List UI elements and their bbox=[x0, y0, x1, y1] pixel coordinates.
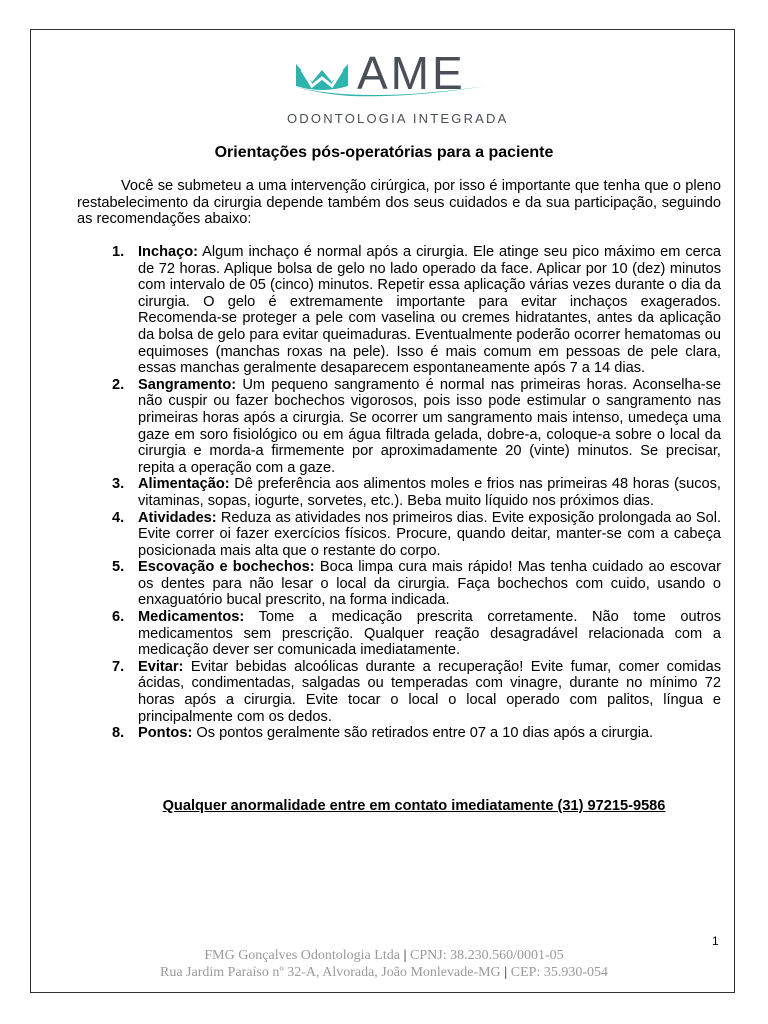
item-text: Os pontos geralmente são retirados entre 07 a 10 dias após a cirurgia. bbox=[192, 725, 654, 742]
brand-subtitle: ODONTOLOGIA INTEGRADA bbox=[287, 111, 509, 126]
item-text: Algum inchaço é normal após a cirurgia. Ele atinge seu pico máximo em cerca de 72 horas. Aplique bolsa de gelo no lado operado da face. Aplicar por 10 (dez) minutos com intervalo de 05 (cinco) minutos. Repetir essa aplicação várias vezes durante o dia da cirurgia. O gelo é extremamente importante para evitar inchaços exagerados. Recomenda-se proteger a pele com vaselina ou cremes hidratantes, antes da aplicação da bolsa de gelo para evitar queimaduras. Eventualmente poderão ocorrer hematomas ou equimoses (manchas roxas na pele). Isso é mais comum em pessoas de pele clara, essas manchas geralmente desaparecem espontaneamente após 7 a 14 dias. bbox=[138, 244, 721, 377]
item-text: Evitar bebidas alcoólicas durante a recuperação! Evite fumar, comer comidas ácidas, condimentadas, salgadas ou temperadas com vinagre, durante no mínimo 72 horas após a cirurgia. Evite tocar o local o local operado com palitos, língua e principalmente com os dedos. bbox=[138, 658, 721, 725]
item-label: Pontos: bbox=[138, 725, 193, 742]
company-address: Rua Jardim Paraíso nº 32-A, Alvorada, João Monlevade-MG bbox=[160, 965, 501, 980]
item-label: Sangramento: bbox=[138, 376, 237, 393]
page-number: 1 bbox=[712, 934, 719, 948]
list-item bbox=[77, 559, 721, 609]
company-cnpj: CPNJ: 38.230.560/0001-05 bbox=[410, 948, 564, 963]
footer-separator: | bbox=[403, 948, 407, 963]
item-text: Reduza as atividades nos primeiros dias. Evite exposição prolongada ao Sol. Evite correr oi fazer exercícios físicos. Procure, quando deitar, manter-se com a cabeça posicionada mais alta que o restante do corpo. bbox=[138, 509, 721, 559]
item-number: 1. bbox=[112, 244, 125, 260]
item-number: 6. bbox=[112, 609, 125, 626]
item-number: 7. bbox=[112, 658, 125, 675]
item-number: 2. bbox=[112, 376, 125, 393]
instructions-list bbox=[77, 244, 721, 742]
item-text: Tome a medicação prescrita corretamente. Não tome outros medicamentos sem prescrição. Qualquer reação desagradável relacionada com a medicação dever ser comunicada imediatamente. bbox=[138, 609, 721, 659]
item-number: 8. bbox=[112, 725, 125, 742]
list-item bbox=[77, 377, 721, 477]
footer-line-address bbox=[0, 964, 768, 981]
item-label: Atividades: bbox=[138, 509, 217, 526]
footer-separator: | bbox=[504, 965, 508, 980]
item-label: Escovação e bochechos: bbox=[138, 559, 315, 576]
list-item bbox=[77, 725, 721, 742]
intro-paragraph bbox=[77, 178, 721, 228]
footer-line-company bbox=[0, 947, 768, 964]
company-name: FMG Gonçalves Odontologia Ltda bbox=[204, 948, 400, 963]
item-label: Medicamentos: bbox=[138, 609, 245, 626]
item-number: 5. bbox=[112, 559, 125, 576]
footer bbox=[0, 947, 768, 981]
list-item bbox=[77, 609, 721, 659]
item-number: 4. bbox=[112, 509, 125, 526]
list-item bbox=[77, 476, 721, 509]
item-text: Boca limpa cura mais rápido! Mas tenha cuidado ao escovar os dentes para não lesar o local da cirurgia. Faça bochechos com cuido, usando o enxaguatório bucal prescrito, na forma indicada. bbox=[138, 559, 721, 609]
item-label: Inchaço: bbox=[138, 244, 199, 260]
list-item bbox=[77, 510, 721, 560]
item-text: Dê preferência aos alimentos moles e frios nas primeiras 48 horas (sucos, vitaminas, sopas, iogurte, sorvetes, etc.). Beba muito líquido nos próximos dias. bbox=[138, 476, 721, 509]
item-label: Alimentação: bbox=[138, 476, 230, 493]
intro-text: Você se submeteu a uma intervenção cirúrgica, por isso é importante que tenha que o pleno restabelecimento da cirurgia depende também dos seus cuidados e da sua participação, seguindo as recomendações abaixo: bbox=[77, 178, 721, 228]
brand-name: AME bbox=[357, 47, 466, 99]
list-item bbox=[77, 244, 721, 377]
item-label: Evitar: bbox=[138, 658, 184, 675]
item-number: 3. bbox=[112, 476, 125, 493]
list-item bbox=[77, 659, 721, 725]
page-title: Orientações pós-operatórias para a paciente bbox=[214, 144, 554, 161]
item-text: Um pequeno sangramento é normal nas primeiras horas. Aconselha-se não cuspir ou fazer bochechos vigorosos, pois isso pode estimular o sangramento nas primeiras horas após a cirurgia. Se ocorrer um sangramento mais intenso, umedeça uma gaze em soro fisiológico ou em água filtrada gelada, dobre-a, coloque-a sobre o local da cirurgia e morda-a firmemente por aproximadamente 20 (vinte) minutos. Se precisar, repita a operação com a gaze. bbox=[138, 376, 721, 476]
company-cep: CEP: 35.930-054 bbox=[510, 965, 608, 980]
contact-notice: Qualquer anormalidade entre em contato imediatamente (31) 97215-9586 bbox=[162, 798, 666, 814]
